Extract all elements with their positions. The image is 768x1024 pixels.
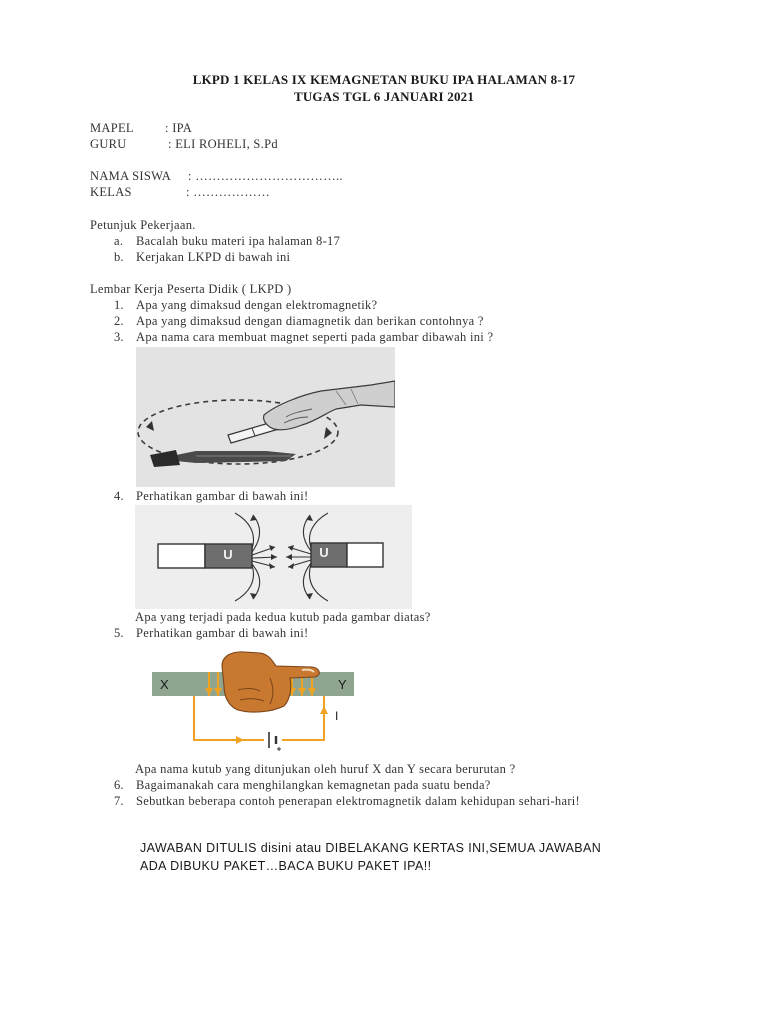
kelas-value: : ……………… [186, 185, 270, 199]
kelas-label: KELAS [90, 185, 132, 199]
question-5-followup: Apa nama kutub yang ditunjukan oleh huruf X dan Y secara berurutan ? [135, 762, 516, 776]
nama-siswa-label: NAMA SISWA [90, 169, 172, 183]
mapel-label: MAPEL [90, 121, 134, 135]
question-1: 1. Apa yang dimaksud dengan elektromagnetik? [114, 298, 378, 312]
nama-siswa-value: : …………………………….. [188, 169, 343, 183]
mapel-value: : IPA [165, 121, 193, 135]
guru-value: : ELI ROHELI, S.Pd [168, 137, 278, 151]
answer-note-line2: ADA DIBUKU PAKET…BACA BUKU PAKET IPA!! [140, 859, 432, 873]
magnet-stroking-figure [136, 347, 395, 487]
question-5: 5. Perhatikan gambar di bawah ini! [114, 626, 309, 640]
question-6: 6. Bagaimanakah cara menghilangkan kemagnetan pada suatu benda? [114, 778, 491, 792]
x-pole-label: X [160, 677, 169, 692]
question-4-followup: Apa yang terjadi pada kedua kutub pada gambar diatas? [135, 610, 431, 624]
question-3: 3. Apa nama cara membuat magnet seperti pada gambar dibawah ini ? [114, 330, 494, 344]
document-subtitle: TUGAS TGL 6 JANUARI 2021 [293, 89, 475, 104]
current-label: I [335, 709, 339, 723]
instructions-heading: Petunjuk Pekerjaan. [90, 218, 196, 232]
guru-label: GURU [90, 137, 127, 151]
magnet-poles-figure [135, 505, 412, 609]
instruction-item: b. Kerjakan LKPD di bawah ini [114, 250, 291, 264]
right-hand-rule-figure [152, 648, 362, 754]
left-pole-label: U [223, 547, 233, 562]
answer-note-line1: JAWABAN DITULIS disini atau DIBELAKANG KERTAS INI,SEMUA JAWABAN [140, 841, 602, 855]
question-2: 2. Apa yang dimaksud dengan diamagnetik dan berikan contohnya ? [114, 314, 484, 328]
instruction-item: a. Bacalah buku materi ipa halaman 8-17 [114, 234, 341, 248]
question-7: 7. Sebutkan beberapa contoh penerapan elektromagnetik dalam kehidupan sehari-hari! [114, 794, 581, 808]
question-4: 4. Perhatikan gambar di bawah ini! [114, 489, 309, 503]
worksheet-heading: Lembar Kerja Peserta Didik ( LKPD ) [90, 282, 292, 296]
right-pole-label: U [319, 545, 329, 560]
y-pole-label: Y [338, 677, 347, 692]
document-title: LKPD 1 KELAS IX KEMAGNETAN BUKU IPA HALAMAN 8-17 [192, 72, 576, 87]
